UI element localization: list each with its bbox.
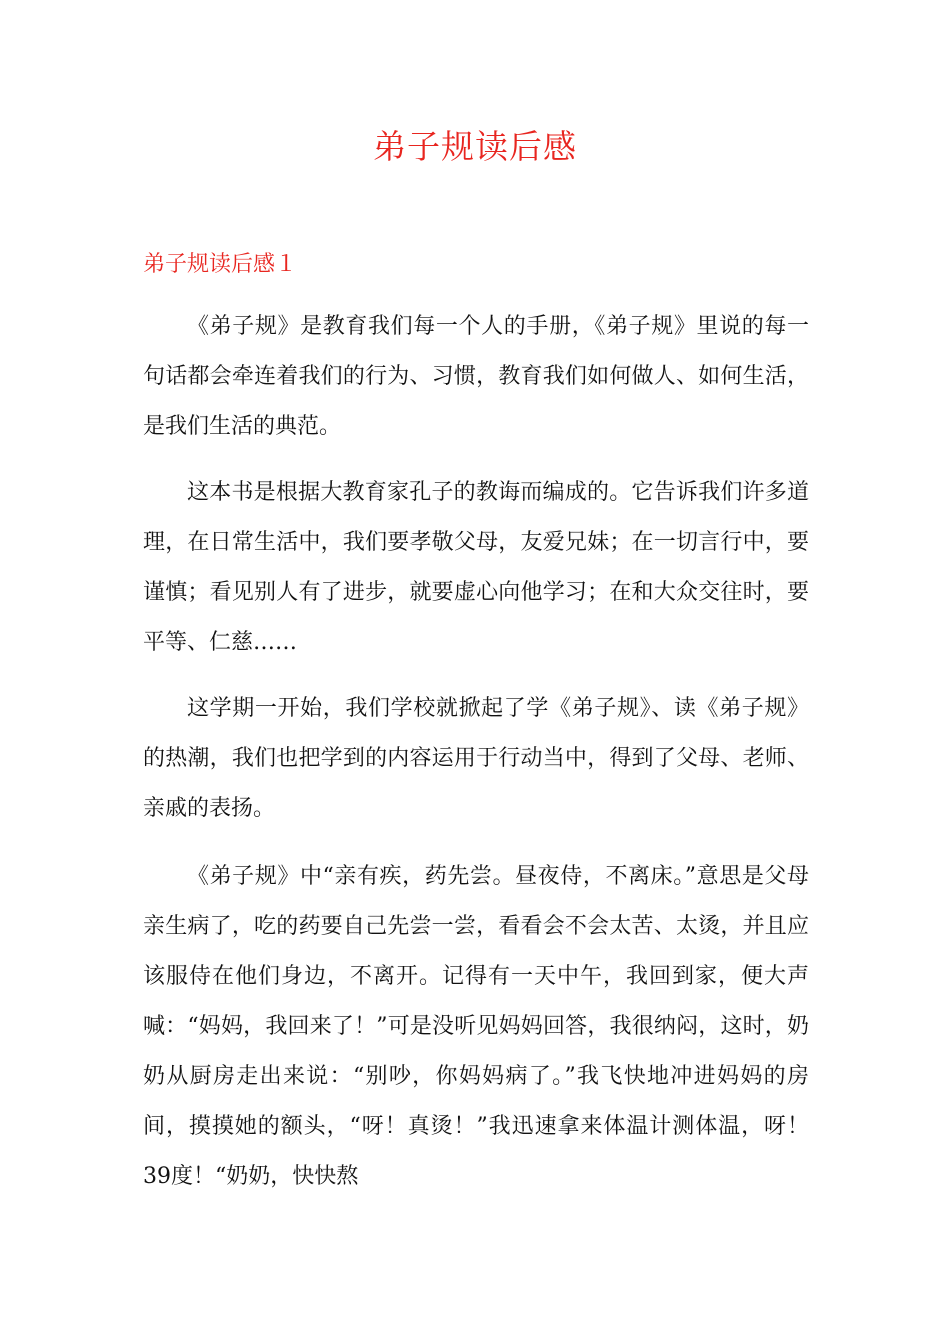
section-heading: 弟子规读后感１ <box>143 252 298 277</box>
paragraph-2: 这本书是根据大教育家孔子的教诲而编成的。它告诉我们许多道理，在日常生活中，我们要孝敬父母，友爱兄妹；在一切言行中，要谨慎；看见别人有了进步，就要虚心向他学习；在和大众交往时，要平等、仁慈…… <box>143 480 809 655</box>
paragraph-4: 《弟子规》中“亲有疾，药先尝。昼夜侍，不离床。”意思是父母亲生病了，吃的药要自己先尝一尝，看看会不会太苦、太烫，并且应该服侍在他们身边，不离开。记得有一天中午，我回到家，便大声喊：“妈妈，我回来了！”可是没听见妈妈回答，我很纳闷，这时，奶奶从厨房走出来说：“别吵，你妈妈病了。”我飞快地冲进妈妈的房间，摸摸她的额头，“呀！真烫！”我迅速拿来体温计测体温，呀！39度！“奶奶，快快熬 <box>143 864 809 1189</box>
paragraph-1: 《弟子规》是教育我们每一个人的手册，《弟子规》里说的每一句话都会牵连着我们的行为、习惯，教育我们如何做人、如何生活，是我们生活的典范。 <box>143 314 809 439</box>
paragraph-3: 这学期一开始，我们学校就掀起了学《弟子规》、读《弟子规》的热潮，我们也把学到的内容运用于行动当中，得到了父母、老师、亲戚的表扬。 <box>143 696 809 821</box>
document-title: 弟子规读后感 <box>373 127 577 166</box>
